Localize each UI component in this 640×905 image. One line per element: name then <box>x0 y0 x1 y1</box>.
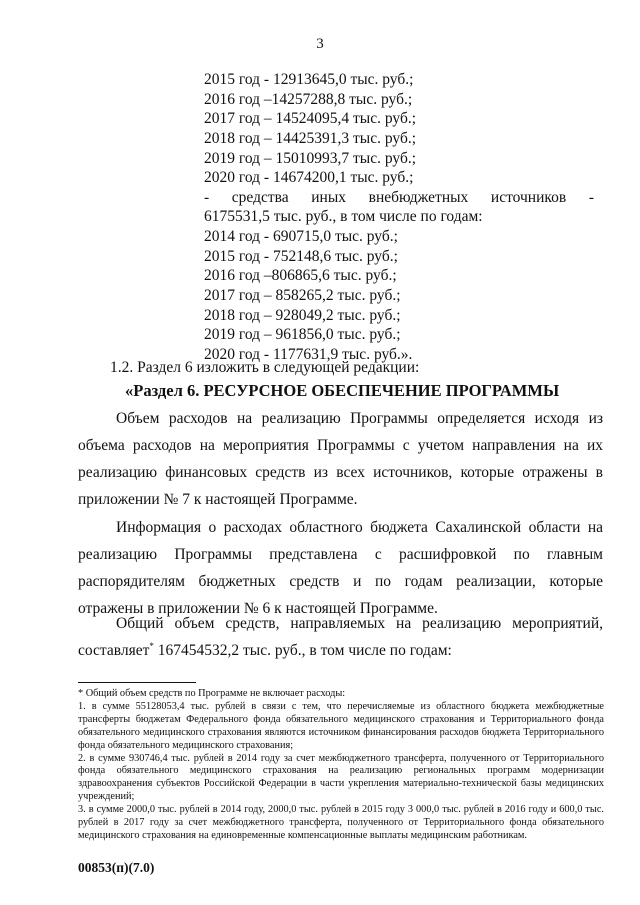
regional-year-line: 2020 год - 14674200,1 тыс. руб.; <box>204 169 414 186</box>
footnotes <box>78 688 604 843</box>
paragraph-3-line-2 <box>78 637 452 664</box>
footnote-intro: * Общий объем средств по Программе не включает расходы: <box>78 688 346 699</box>
regional-year-line: 2018 год – 14425391,3 тыс. руб.; <box>204 130 417 147</box>
regional-year-line: 2019 год – 15010993,7 тыс. руб.; <box>204 150 417 167</box>
footnote-divider <box>78 682 196 683</box>
regional-year-line: 2017 год – 14524095,4 тыс. руб.; <box>204 110 417 127</box>
footnote-item: 2. в сумме 930746,4 тыс. рублей в 2014 году за счет межбюджетного трансферта, полученного от Территориального фонда обязательного медицинского страхования на реализацию региональных программ модернизации здравоохранения субъектов Российской Федерации в части укрепления материально-технической базы медицинских учреждений; <box>78 752 604 803</box>
other-sources-total: 6175531,5 тыс. руб., в том числе по годам: <box>204 208 483 225</box>
section-title: «Раздел 6. РЕСУРСНОЕ ОБЕСПЕЧЕНИЕ ПРОГРАММЫ <box>125 381 560 400</box>
footnote-item: 3. в сумме 2000,0 тыс. рублей в 2014 году, 2000,0 тыс. рублей в 2015 году 3 000,0 тыс. рублей в 2016 году и 600,0 тыс. рублей в 2017 году за счет межбюджетного трансферта, полученного от Территориального фонда обязательного медицинского страхования на единовременные компенсационные выплаты медицинским работникам. <box>78 804 604 841</box>
regional-year-line: 2016 год –14257288,8 тыс. руб.; <box>204 91 413 108</box>
paragraph-3-post: 167454532,2 тыс. руб., в том числе по годам: <box>153 642 452 659</box>
other-year-line: 2014 год - 690715,0 тыс. руб.; <box>204 228 398 245</box>
paragraph-3-line-1: Общий объем средств, направляемых на реализацию мероприятий, <box>116 615 603 632</box>
regional-year-line: 2015 год - 12913645,0 тыс. руб.; <box>204 71 414 88</box>
paragraph-3-pre: составляет <box>78 642 150 659</box>
other-year-line: 2018 год – 928049,2 тыс. руб.; <box>204 307 401 324</box>
other-year-line: 2016 год –806865,6 тыс. руб.; <box>204 267 397 284</box>
other-year-line: 2020 год - 1177631,9 тыс. руб.». <box>204 346 413 363</box>
paragraph-2: Информация о расходах областного бюджета Сахалинской области на реализацию Программы представлена с расшифровкой по главным распорядителям бюджетных средств и по годам реализации, которые отражены в приложении № 6 к настоящей Программе. <box>78 519 603 617</box>
other-year-line: 2017 год – 858265,2 тыс. руб.; <box>204 287 401 304</box>
footnote-marker: * <box>149 640 154 651</box>
document-code: 00853(п)(7.0) <box>78 860 155 875</box>
paragraph-1: Объем расходов на реализацию Программы определяется исходя из объема расходов на мероприятия Программы с учетом направления на их реализацию финансовых средств из всех источников, которые отражены в приложении № 7 к настоящей Программе. <box>78 410 603 508</box>
other-year-line: 2015 год - 752148,6 тыс. руб.; <box>204 248 398 265</box>
other-year-line: 2019 год – 961856,0 тыс. руб.; <box>204 326 401 343</box>
amendment-item: 1.2. Раздел 6 изложить в следующей редакции: <box>110 359 420 376</box>
page-number: 3 <box>316 36 324 52</box>
other-sources-heading: - средства иных внебюджетных источников - <box>204 189 594 206</box>
footnote-item: 1. в сумме 55128053,4 тыс. рублей в связи с тем, что перечисляемые из областного бюджета межбюджетные трансферты бюджетам Федерального фонда обязательного медицинского страхования и Территориального фонда обязательного медицинского страхования являются источником финансирования расходов бюджета Территориального фонда обязательного медицинского страхования; <box>78 700 604 751</box>
